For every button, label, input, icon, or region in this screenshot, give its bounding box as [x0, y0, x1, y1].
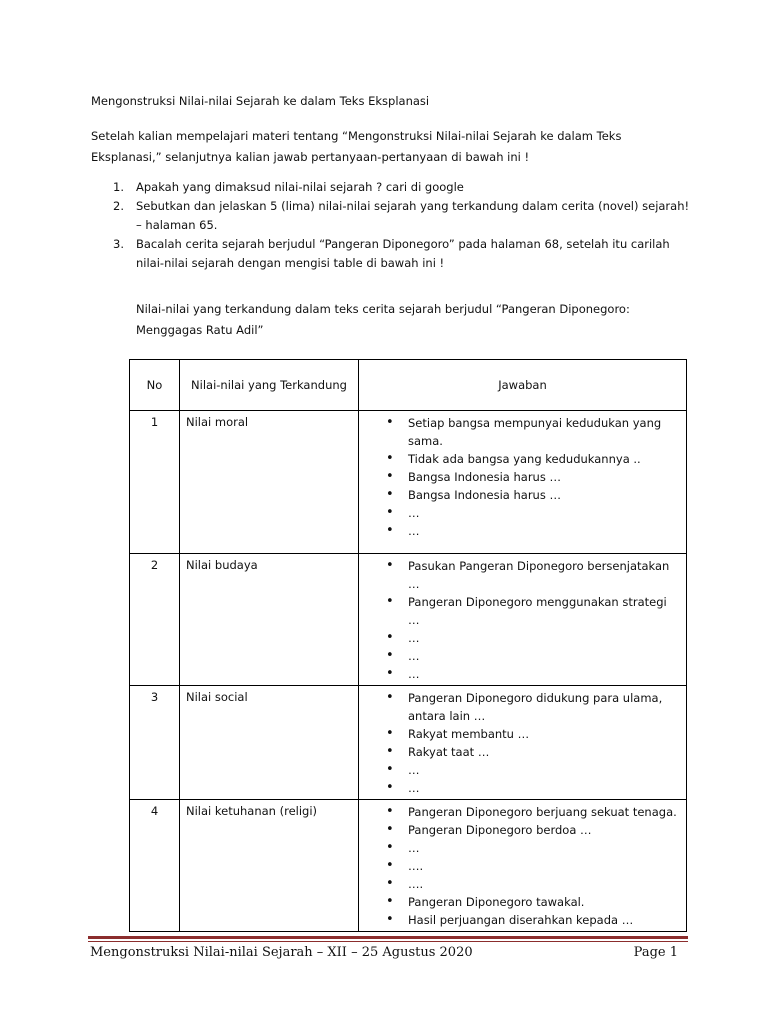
question-number: 1.	[113, 180, 124, 194]
row-number: 2	[130, 554, 180, 686]
row-answers	[359, 411, 687, 554]
question-number: 2.	[113, 199, 124, 213]
answer-list	[386, 557, 680, 683]
footer-rule-thin	[88, 941, 688, 942]
intro-paragraph: Setelah kalian mempelajari materi tentang “Mengonstruksi Nilai-nilai Sejarah ke dalam Teks Eksplanasi,” selanjutnya kalian jawab pertanyaan-pertanyaan di bawah ini !	[91, 129, 622, 164]
question-item	[91, 235, 691, 273]
answer-item: • …	[386, 839, 680, 857]
footer-rule-thick	[88, 936, 688, 939]
table-row	[130, 554, 687, 686]
answer-list	[386, 689, 680, 797]
answer-item: • …	[386, 779, 680, 797]
question-text: Sebutkan dan jelaskan 5 (lima) nilai-nilai sejarah yang terkandung dalam cerita (novel) sejarah! – halaman 65.	[136, 199, 690, 232]
answer-item: • Rakyat taat …	[386, 743, 680, 761]
answer-item: • …	[386, 522, 680, 540]
row-answers	[359, 686, 687, 800]
table-caption: Nilai-nilai yang terkandung dalam teks cerita sejarah berjudul “Pangeran Diponegoro: Menggagas Ratu Adil”	[136, 302, 630, 337]
answer-item: • Pangeran Diponegoro berjuang sekuat tenaga.	[386, 803, 680, 821]
header-no: No	[130, 360, 180, 411]
question-item	[91, 178, 691, 197]
table-row	[130, 411, 687, 554]
row-answers	[359, 800, 687, 932]
row-answers	[359, 554, 687, 686]
row-value-name: Nilai ketuhanan (religi)	[180, 800, 359, 932]
answer-item: • Bangsa Indonesia harus …	[386, 468, 680, 486]
table-row	[130, 686, 687, 800]
row-number: 3	[130, 686, 180, 800]
answer-item: • Tidak ada bangsa yang kedudukannya ..	[386, 450, 680, 468]
page-number: Page 1	[633, 945, 678, 960]
answer-item: • Pangeran Diponegoro berdoa …	[386, 821, 680, 839]
answer-item: • Setiap bangsa mempunyai kedudukan yang sama.	[386, 414, 680, 450]
answer-item: • Pangeran Diponegoro didukung para ulama, antara lain …	[386, 689, 680, 725]
answer-item: • ….	[386, 875, 680, 893]
answer-item: • Rakyat membantu …	[386, 725, 680, 743]
row-value-name: Nilai social	[180, 686, 359, 800]
question-item	[91, 197, 691, 235]
answer-item: • …	[386, 761, 680, 779]
answer-item: • Pangeran Diponegoro menggunakan strategi …	[386, 593, 680, 629]
answer-item: • Pasukan Pangeran Diponegoro bersenjatakan …	[386, 557, 680, 593]
footer-title: Mengonstruksi Nilai-nilai Sejarah – XII – 25 Agustus 2020	[90, 945, 473, 960]
row-number: 4	[130, 800, 180, 932]
answer-item: • …	[386, 665, 680, 683]
question-number: 3.	[113, 237, 124, 251]
answer-item: • …	[386, 647, 680, 665]
question-list	[91, 178, 691, 273]
row-value-name: Nilai budaya	[180, 554, 359, 686]
values-table	[129, 359, 687, 932]
question-text: Bacalah cerita sejarah berjudul “Pangeran Diponegoro” pada halaman 68, setelah itu carilah nilai-nilai sejarah dengan mengisi table di bawah ini !	[136, 237, 670, 270]
header-nilai: Nilai-nilai yang Terkandung	[180, 360, 359, 411]
answer-item: • …	[386, 629, 680, 647]
answer-item: • ….	[386, 857, 680, 875]
table-header-row	[130, 360, 687, 411]
answer-item: • Hasil perjuangan diserahkan kepada …	[386, 911, 680, 929]
answer-list	[386, 414, 680, 540]
header-jawaban: Jawaban	[359, 360, 687, 411]
row-value-name: Nilai moral	[180, 411, 359, 554]
answer-item: • Bangsa Indonesia harus …	[386, 486, 680, 504]
question-text: Apakah yang dimaksud nilai-nilai sejarah ? cari di google	[136, 180, 464, 194]
document-heading: Mengonstruksi Nilai-nilai Sejarah ke dalam Teks Eksplanasi	[91, 94, 430, 108]
answer-item: • …	[386, 504, 680, 522]
answer-list	[386, 803, 680, 929]
answer-item: • Pangeran Diponegoro tawakal.	[386, 893, 680, 911]
table-row	[130, 800, 687, 932]
row-number: 1	[130, 411, 180, 554]
